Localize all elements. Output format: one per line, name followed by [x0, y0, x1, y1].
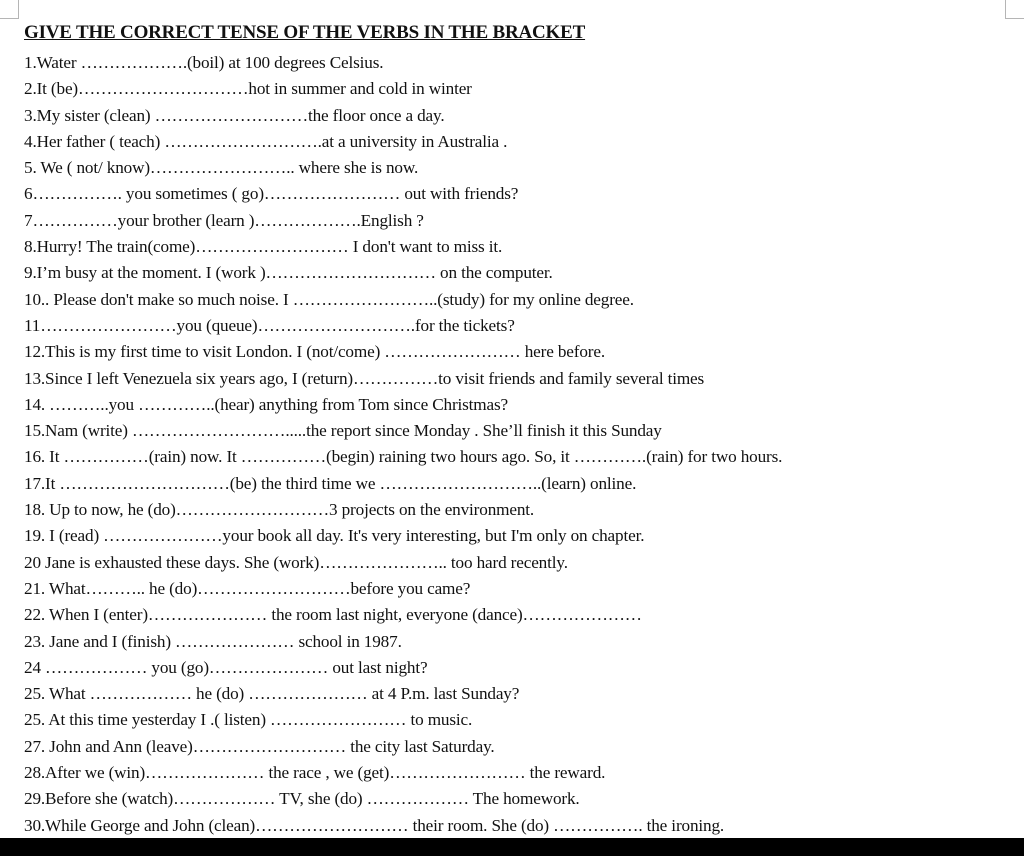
exercise-line: 6……………. you sometimes ( go)…………………… out with friends? [24, 184, 519, 204]
exercise-line: 14. ………..you …………..(hear) anything from Tom since Christmas? [24, 394, 509, 414]
bottom-black-bar [0, 838, 1024, 856]
exercise-line: 1.Water ……………….(boil) at 100 degrees Celsius. [24, 53, 384, 72]
exercise-line: 28.After we (win)………………… the race , we (get)…………………… the reward. [24, 763, 606, 783]
exercise-line: 16. It ……………(rain) now. It ……………(begin) raining two hours ago. So, it ………….(rain) for two hours. [24, 447, 783, 467]
exercise-line: 12.This is my first time to visit London. I (not/come) …………………… here before. [24, 342, 605, 362]
exercise-line: 30.While George and John (clean)……………………… their room. She (do) ……………. the ironing. [24, 815, 725, 835]
exercise-line: 19. I (read) …………………your book all day. It's very interesting, but I'm only on chapter. [24, 526, 645, 546]
exercise-line: 5. We ( not/ know)…………………….. where she is now. [24, 158, 419, 178]
exercise-line: 29.Before she (watch)……………… TV, she (do) ……………… The homework. [24, 789, 580, 809]
page-corner-marker-right [1005, 0, 1024, 19]
exercise-line: 2.It (be)…………………………hot in summer and cold in winter [24, 79, 472, 99]
exercise-line: 21. What……….. he (do)………………………before you came? [24, 578, 471, 598]
exercise-line: 23. Jane and I (finish) ………………… school in 1987. [24, 631, 402, 651]
exercise-line: 7……………your brother (learn )……………….English ? [24, 210, 424, 230]
exercise-line: 22. When I (enter)………………… the room last night, everyone (dance)………………… [24, 605, 642, 625]
exercise-line: 25. What ……………… he (do) ………………… at 4 P.m. last Sunday? [24, 684, 520, 704]
exercise-line: 20 Jane is exhausted these days. She (work)………………….. too hard recently. [24, 552, 568, 572]
exercise-line: 9.I’m busy at the moment. I (work )………………………… on the computer. [24, 263, 553, 283]
exercise-line: 27. John and Ann (leave)……………………… the city last Saturday. [24, 736, 495, 756]
exercise-line: 8.Hurry! The train(come)……………………… I don't want to miss it. [24, 237, 503, 257]
exercise-line: 25. At this time yesterday I .( listen) …………………… to music. [24, 710, 473, 730]
page-corner-marker-left [0, 0, 19, 19]
exercise-line: 15.Nam (write) ……………………….....the report since Monday . She’ll finish it this Sunday [24, 421, 662, 441]
exercise-line: 4.Her father ( teach) ……………………….at a university in Australia . [24, 131, 508, 151]
exercise-line: 24 ……………… you (go)………………… out last night? [24, 657, 428, 677]
exercise-line: 10.. Please don't make so much noise. I ……………………..(study) for my online degree. [24, 289, 634, 309]
exercise-line: 18. Up to now, he (do)………………………3 projects on the environment. [24, 500, 535, 520]
worksheet-title: GIVE THE CORRECT TENSE OF THE VERBS IN THE BRACKET [24, 22, 586, 43]
exercise-line: 17.It …………………………(be) the third time we ………………………..(learn) online. [24, 473, 637, 493]
exercise-line: 3.My sister (clean) ………………………the floor once a day. [24, 105, 445, 125]
exercise-list [24, 50, 1014, 839]
exercise-line: 11……………………you (queue)……………………….for the tickets? [24, 315, 515, 335]
exercise-line: 13.Since I left Venezuela six years ago, I (return)……………to visit friends and family several times [24, 368, 705, 388]
